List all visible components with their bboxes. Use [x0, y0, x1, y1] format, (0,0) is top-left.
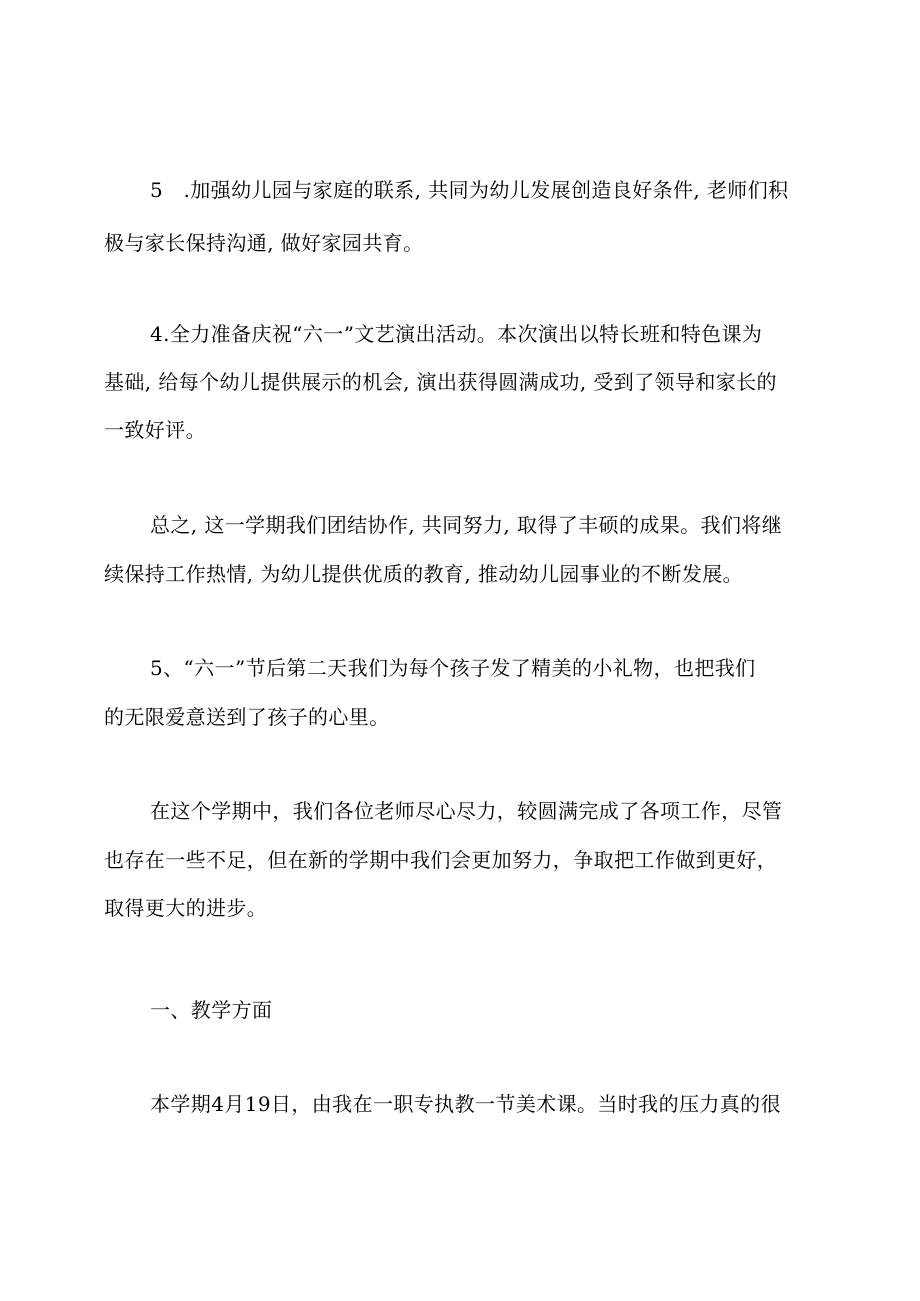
- paragraph-5-line-2: 也存在一些不足，但在新的学期中我们会更加努力，争取把工作做到更好，: [104, 848, 778, 872]
- paragraph-3-line-1: 总之, 这一学期我们团结协作, 共同努力, 取得了丰硕的成果。我们将继: [150, 513, 783, 537]
- section-heading: 一、教学方面: [150, 998, 273, 1022]
- paragraph-6-line-1: 本学期4月19日，由我在一职专执教一节美术课。当时我的压力真的很: [150, 1092, 781, 1116]
- paragraph-2-line-3: 一致好评。: [104, 418, 206, 442]
- paragraph-1-line-2: 极与家长保持沟通, 做好家园共育。: [104, 231, 424, 255]
- paragraph-4-line-1: 5、“六一”节后第二天我们为每个孩子发了精美的小礼物，也把我们: [150, 656, 756, 680]
- paragraph-2-line-1: 4.全力准备庆祝“六一”文艺演出活动。本次演出以特长班和特色课为: [150, 322, 763, 346]
- paragraph-2-line-2: 基础, 给每个幼儿提供展示的机会, 演出获得圆满成功, 受到了领导和家长的: [104, 370, 777, 394]
- paragraph-3-line-2: 续保持工作热情, 为幼儿提供优质的教育, 推动幼儿园事业的不断发展。: [104, 562, 744, 586]
- paragraph-5-line-3: 取得更大的进步。: [104, 896, 268, 920]
- paragraph-4-line-2: 的无限爱意送到了孩子的心里。: [104, 705, 390, 729]
- paragraph-1-line-1: 5 .加强幼儿园与家庭的联系, 共同为幼儿发展创造良好条件, 老师们积: [150, 178, 789, 202]
- paragraph-5-line-1: 在这个学期中，我们各位老师尽心尽力，较圆满完成了各项工作，尽管: [150, 799, 783, 823]
